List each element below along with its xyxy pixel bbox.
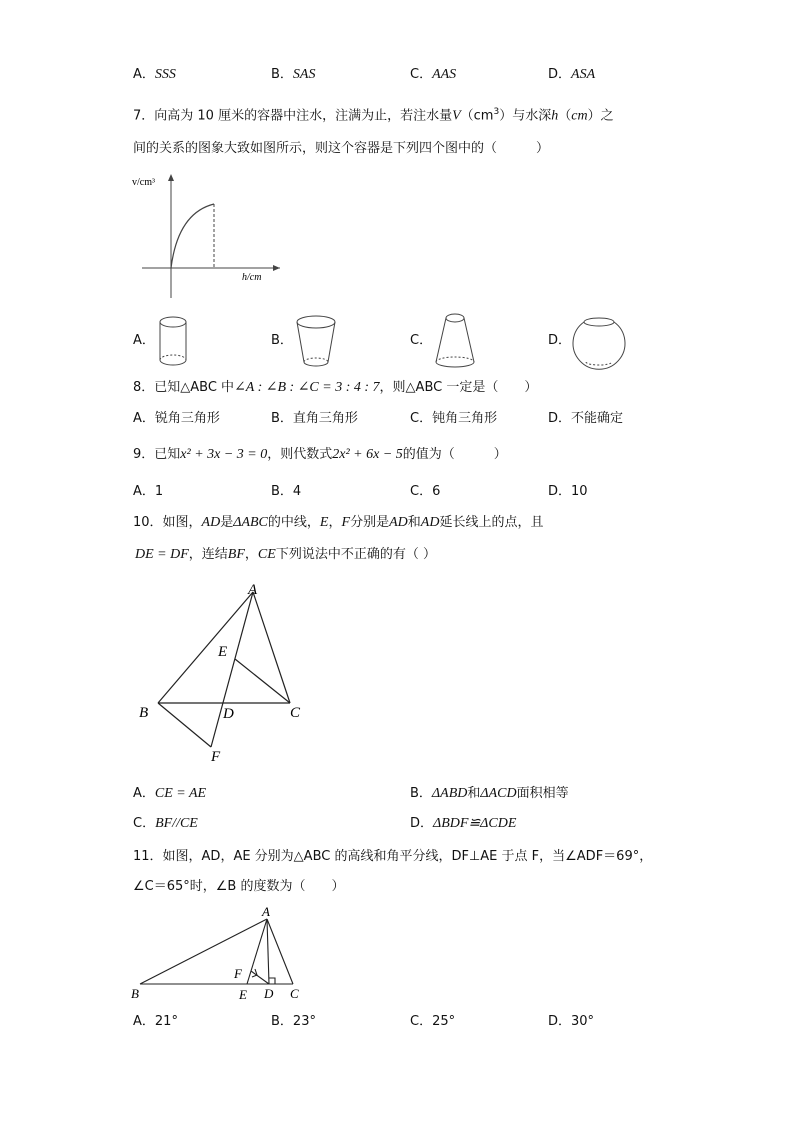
point-e-label: E <box>239 987 247 1002</box>
q10-option-b: B．ΔABD和ΔACD面积相等 <box>410 786 569 801</box>
volume-curve <box>171 204 214 268</box>
q10-stem-line1: 10．如图，AD是ΔABC的中线，E，F分别是AD和AD延长线上的点，且 <box>133 515 544 530</box>
x-axis-arrow-icon <box>273 265 280 271</box>
q11-stem-line2: ∠C＝65°时，∠B 的度数为（ ） <box>133 879 345 894</box>
q10-option-d: D．ΔBDF≌ΔCDE <box>410 816 517 831</box>
q8-stem: 8．已知△ABC 中∠A : ∠B : ∠C = 3 : 4 : 7，则△ABC 一定是（ ） <box>133 380 538 395</box>
point-a-label: A <box>248 582 258 598</box>
point-f-label: F <box>234 966 242 981</box>
q6-option-c: C．AAS <box>410 67 457 82</box>
point-e-label: E <box>218 644 228 660</box>
point-c-label: C <box>290 986 299 1001</box>
q11-option-b: B．23° <box>271 1014 316 1029</box>
q7-option-a: A． <box>133 333 155 348</box>
point-d-label: D <box>223 706 234 722</box>
q9-option-b: B．4 <box>271 484 302 499</box>
point-f-label: F <box>211 749 221 765</box>
q11-option-a: A．21° <box>133 1014 178 1029</box>
q6-option-d: D．ASA <box>548 67 596 82</box>
q11-option-c: C．25° <box>410 1014 456 1029</box>
q10-triangle-figure <box>130 575 320 770</box>
q8-option-c: C．钝角三角形 <box>410 411 498 426</box>
q11-triangle-figure <box>128 900 313 1005</box>
q7-option-c: C． <box>410 333 433 348</box>
q6-option-b: B．SAS <box>271 67 316 82</box>
point-c-label: C <box>290 705 301 721</box>
q6-option-a: A．SSS <box>133 67 176 82</box>
q9-stem: 9．已知x² + 3x − 3 = 0，则代数式2x² + 6x − 5的值为（ ） <box>133 447 507 462</box>
q7-option-d: D． <box>548 333 572 348</box>
q9-option-c: C．6 <box>410 484 441 499</box>
q9-option-a: A．1 <box>133 484 164 499</box>
q11-stem-line1: 11．如图，AD，AE 分别为△ABC 的高线和角平分线，DF⊥AE 于点 F，当∠ADF＝69°， <box>133 849 653 864</box>
y-axis-arrow-icon <box>168 174 174 181</box>
q11-option-d: D．30° <box>548 1014 595 1029</box>
q7-volume-depth-graph <box>130 168 290 303</box>
graph-x-label: h/cm <box>242 272 262 283</box>
q7-stem-line1: 7．向高为 10 厘米的容器中注水，注满为止，若注水量$V(cm^3)$与水深h（cm）之 <box>133 107 614 124</box>
q7-option-b: B． <box>271 333 293 348</box>
q8-option-d: D．不能确定 <box>548 411 624 426</box>
graph-y-label: v/cm³ <box>132 177 155 188</box>
q10-option-c: C．BF//CE <box>133 816 198 831</box>
point-b-label: B <box>131 986 139 1001</box>
q8-option-b: B．直角三角形 <box>271 411 358 426</box>
q8-option-a: A．锐角三角形 <box>133 411 220 426</box>
point-d-label: D <box>264 986 274 1001</box>
cylinder-container-icon <box>153 312 193 372</box>
point-a-label: A <box>262 904 270 919</box>
q9-option-d: D．10 <box>548 484 588 499</box>
point-b-label: B <box>139 705 149 721</box>
narrow-top-frustum-container-icon <box>432 308 478 374</box>
wide-top-cup-container-icon <box>293 312 339 372</box>
q7-stem-line2: 间的关系的图象大致如图所示，则这个容器是下列四个图中的（ ） <box>133 141 550 156</box>
sphere-container-icon <box>570 310 628 372</box>
q10-stem-line2: DE = DF，连结BF，CE下列说法中不正确的有（ ） <box>135 547 436 562</box>
q10-option-a: A．CE = AE <box>133 786 207 801</box>
